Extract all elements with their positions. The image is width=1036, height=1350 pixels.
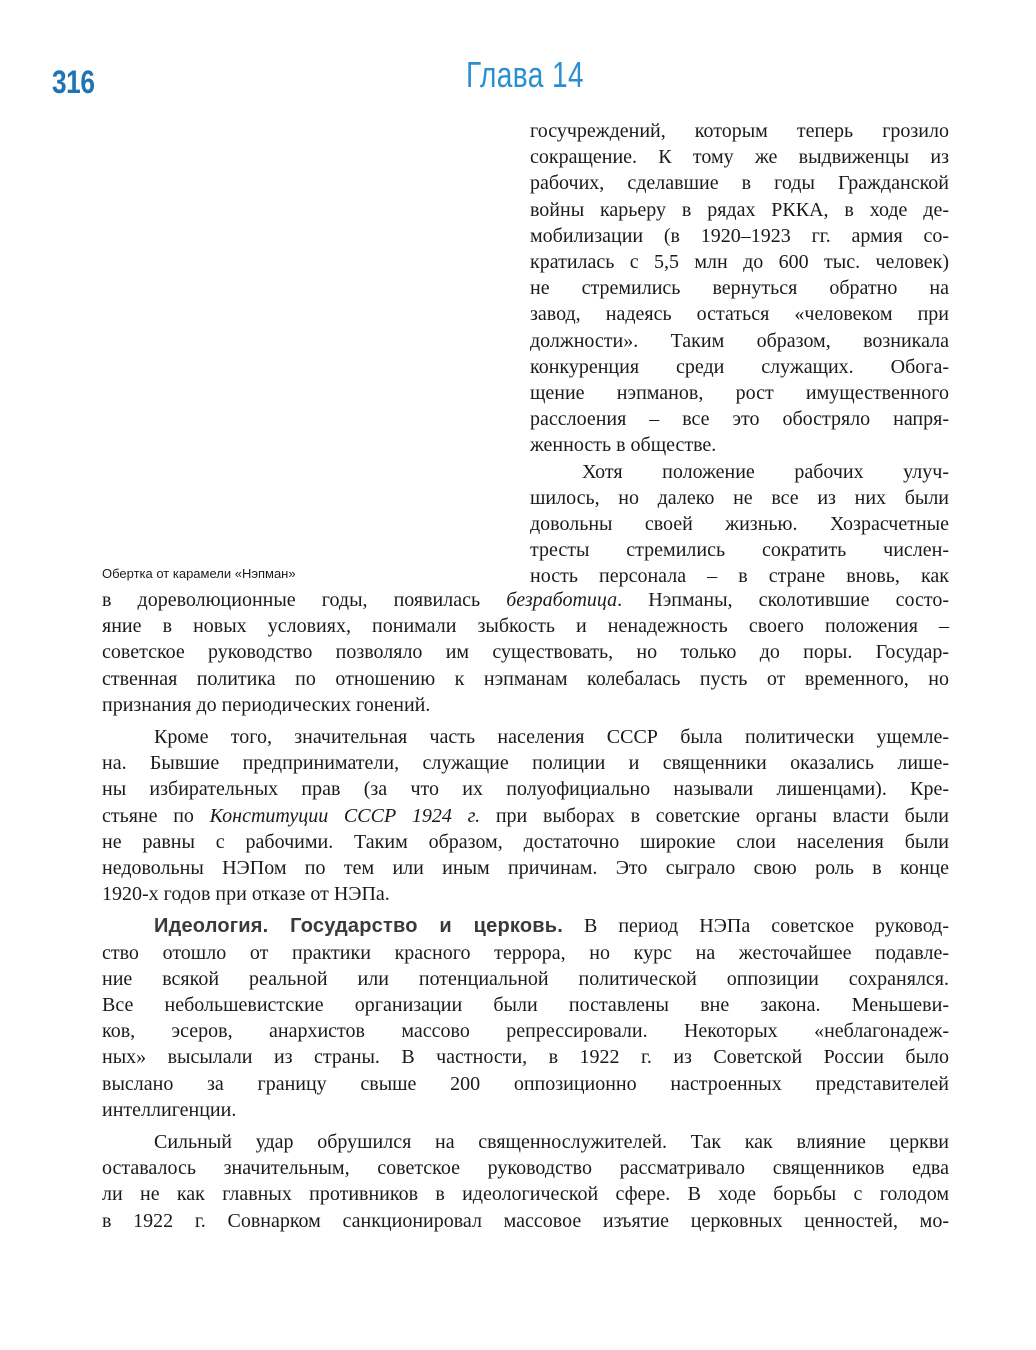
paragraph-2	[530, 459, 949, 590]
text-line: оставалось значительным, советское руководство рассматривало священников едва	[102, 1157, 949, 1180]
text-line: Хотя положение рабочих улуч-	[582, 460, 949, 483]
text-line: ственная политика по отношению к нэпманам колебалась пусть от временного, но	[102, 667, 949, 690]
text-line: интеллигенции.	[102, 1098, 237, 1121]
text-line: яние в новых условиях, понимали зыбкость и ненадежность своего положения –	[102, 615, 949, 638]
paragraph-3	[102, 724, 949, 907]
text-line: госучреждений, которым теперь грозило	[530, 120, 949, 142]
text-line: выслано за границу свыше 200 оппозиционно настроенных представителей	[102, 1072, 949, 1095]
text-line: стьяне по Конституции СССР 1924 г. при выборах в советские органы власти были	[102, 804, 949, 827]
text-line: щение нэпманов, рост имущественного	[530, 382, 949, 405]
text-line: расслоения – все это обостряло напря-	[530, 408, 949, 431]
text-line: сокращение. К тому же выдвиженцы из	[530, 146, 949, 169]
text-line: довольны своей жизнью. Хозрасчетные	[530, 513, 949, 536]
text-line: мобилизации (в 1920–1923 гг. армия со-	[530, 224, 949, 247]
figure-area	[100, 120, 510, 560]
text-line: завод, надеясь остаться «человеком при	[530, 303, 949, 326]
text-line: признания до периодических гонений.	[102, 693, 431, 716]
text-line: Кроме того, значительная часть населения СССР была политически ущемле-	[154, 726, 949, 749]
text-line: конкуренция среди служащих. Обога-	[530, 355, 949, 378]
text-line: ков, эсеров, анархистов массово репрессировали. Некоторых «неблагонадеж-	[102, 1020, 949, 1043]
text-line: в дореволюционные годы, появилась безработица. Нэпманы, сколотившие состо-	[102, 589, 949, 611]
text-line: Все небольшевистские организации были поставлены вне закона. Меньшеви-	[102, 994, 949, 1017]
text-line: кратилась с 5,5 млн до 600 тыс. человек)	[530, 251, 949, 274]
section-heading: Идеология. Государство и церковь.	[154, 915, 563, 938]
text-line: на. Бывшие предприниматели, служащие полиции и священники оказались лише-	[102, 752, 949, 775]
text-line: недовольны НЭПом по тем или иным причинам. Это сыграло свою роль в конце	[102, 857, 949, 880]
text-line: рабочих, сделавшие в годы Гражданской	[530, 172, 949, 195]
text-line: шилось, но далеко не все из них были	[530, 486, 949, 509]
text-line: ние всякой реальной или потенциальной политической оппозиции сохранялся.	[102, 967, 949, 990]
figure-caption: Обертка от карамели «Нэпман»	[102, 566, 296, 581]
paragraph-1	[530, 118, 949, 459]
text-line: ных» высылали из страны. В частности, в 1922 г. из Советской России было	[102, 1046, 949, 1069]
text-line: не стремились вернуться обратно на	[530, 277, 949, 300]
term-unemployment: безработица	[506, 589, 618, 611]
text-line: тресты стремились сократить числен-	[530, 539, 949, 562]
text-line: не равны с рабочими. Таким образом, достаточно широкие слои населения были	[102, 830, 949, 853]
term-constitution: Конституции СССР 1924 г.	[209, 804, 481, 827]
right-column	[530, 118, 949, 590]
text-line: советское руководство позволяло им существовать, но только до поры. Государ-	[102, 641, 949, 664]
text-line: Сильный удар обрушился на священнослужителей. Так как влияние церкви	[154, 1131, 949, 1154]
paragraph-2-continued	[102, 587, 949, 718]
text-line: в 1922 г. Совнарком санкционировал массовое изъятие церковных ценностей, мо-	[102, 1209, 949, 1232]
text-line: ны избирательных прав (за что их полуофициально называли лишенцами). Кре-	[102, 778, 949, 801]
paragraph-5	[102, 1129, 949, 1234]
paragraph-4	[102, 913, 949, 1123]
text-line: ли не как главных противников в идеологической сфере. В ходе борьбы с голодом	[102, 1183, 949, 1206]
text-line: ство отошло от практики красного террора, но курс на жесточайшее подавле-	[102, 941, 949, 964]
full-width-column	[102, 587, 949, 1234]
page-number: 316	[52, 64, 95, 100]
text-line: Идеология. Государство и церковь. В период НЭПа советское руковод-	[154, 915, 949, 938]
text-line: войны карьеру в рядах РККА, в ходе де-	[530, 198, 949, 221]
text-line: женность в обществе.	[530, 434, 717, 457]
text-line: должности». Таким образом, возникала	[530, 329, 949, 352]
text-line: ность персонала – в стране вновь, как	[530, 565, 949, 588]
text-line: 1920-х годов при отказе от НЭПа.	[102, 883, 390, 906]
chapter-title: Глава 14	[466, 54, 585, 95]
